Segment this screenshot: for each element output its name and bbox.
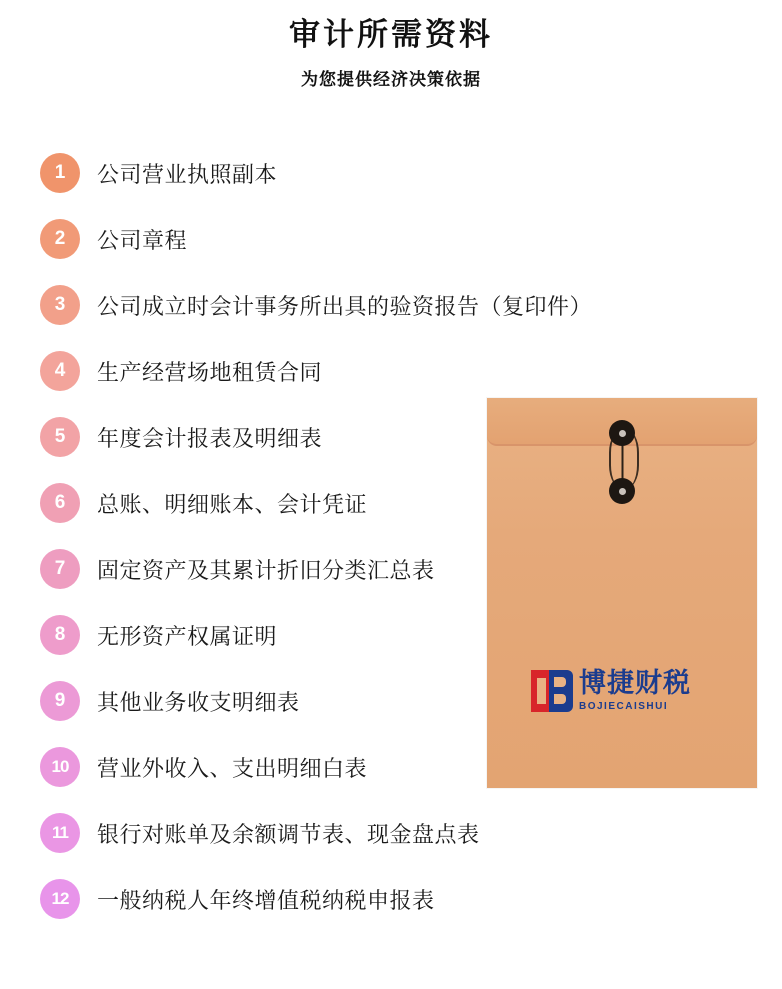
item-label: 营业外收入、支出明细白表 bbox=[97, 755, 368, 781]
envelope-button-bottom bbox=[609, 478, 635, 504]
envelope-illustration bbox=[487, 398, 757, 788]
item-label: 固定资产及其累计折旧分类汇总表 bbox=[97, 557, 435, 583]
logo-blue-b bbox=[549, 670, 573, 712]
item-number-badge: 1 bbox=[40, 153, 80, 193]
logo-pinyin: BOJIECAISHUI bbox=[579, 701, 669, 712]
item-number-badge: 11 bbox=[40, 813, 80, 853]
list-item bbox=[40, 272, 740, 338]
item-label: 年度会计报表及明细表 bbox=[97, 425, 323, 451]
item-label: 其他业务收支明细表 bbox=[97, 689, 300, 715]
logo-mark-icon bbox=[531, 670, 573, 712]
item-number-badge: 12 bbox=[40, 879, 80, 919]
item-label: 公司营业执照副本 bbox=[97, 161, 278, 187]
item-label: 一般纳税人年终增值税纳税申报表 bbox=[97, 887, 435, 913]
item-label: 银行对账单及余额调节表、现金盘点表 bbox=[97, 821, 480, 847]
company-logo bbox=[531, 670, 691, 712]
item-number-badge: 6 bbox=[40, 483, 80, 523]
item-number-badge: 2 bbox=[40, 219, 80, 259]
item-label: 无形资产权属证明 bbox=[97, 623, 278, 649]
page-header bbox=[0, 0, 782, 90]
item-label: 总账、明细账本、会计凭证 bbox=[97, 491, 368, 517]
logo-text-block bbox=[579, 670, 691, 712]
logo-red-bar bbox=[531, 670, 551, 712]
item-number-badge: 9 bbox=[40, 681, 80, 721]
item-number-badge: 5 bbox=[40, 417, 80, 457]
list-item bbox=[40, 866, 740, 932]
list-item bbox=[40, 206, 740, 272]
item-number-badge: 3 bbox=[40, 285, 80, 325]
item-number-badge: 4 bbox=[40, 351, 80, 391]
page-subtitle: 为您提供经济决策依据 bbox=[301, 70, 481, 90]
item-label: 生产经营场地租赁合同 bbox=[97, 359, 323, 385]
item-number-badge: 10 bbox=[40, 747, 80, 787]
item-number-badge: 7 bbox=[40, 549, 80, 589]
list-item bbox=[40, 338, 740, 404]
item-label: 公司章程 bbox=[97, 227, 188, 253]
item-number-badge: 8 bbox=[40, 615, 80, 655]
logo-chinese-name: 博捷财税 bbox=[579, 668, 691, 698]
item-label: 公司成立时会计事务所出具的验资报告（复印件） bbox=[97, 293, 593, 319]
page-title: 审计所需资料 bbox=[289, 17, 493, 52]
list-item bbox=[40, 140, 740, 206]
list-item bbox=[40, 800, 740, 866]
envelope-button-top bbox=[609, 420, 635, 446]
